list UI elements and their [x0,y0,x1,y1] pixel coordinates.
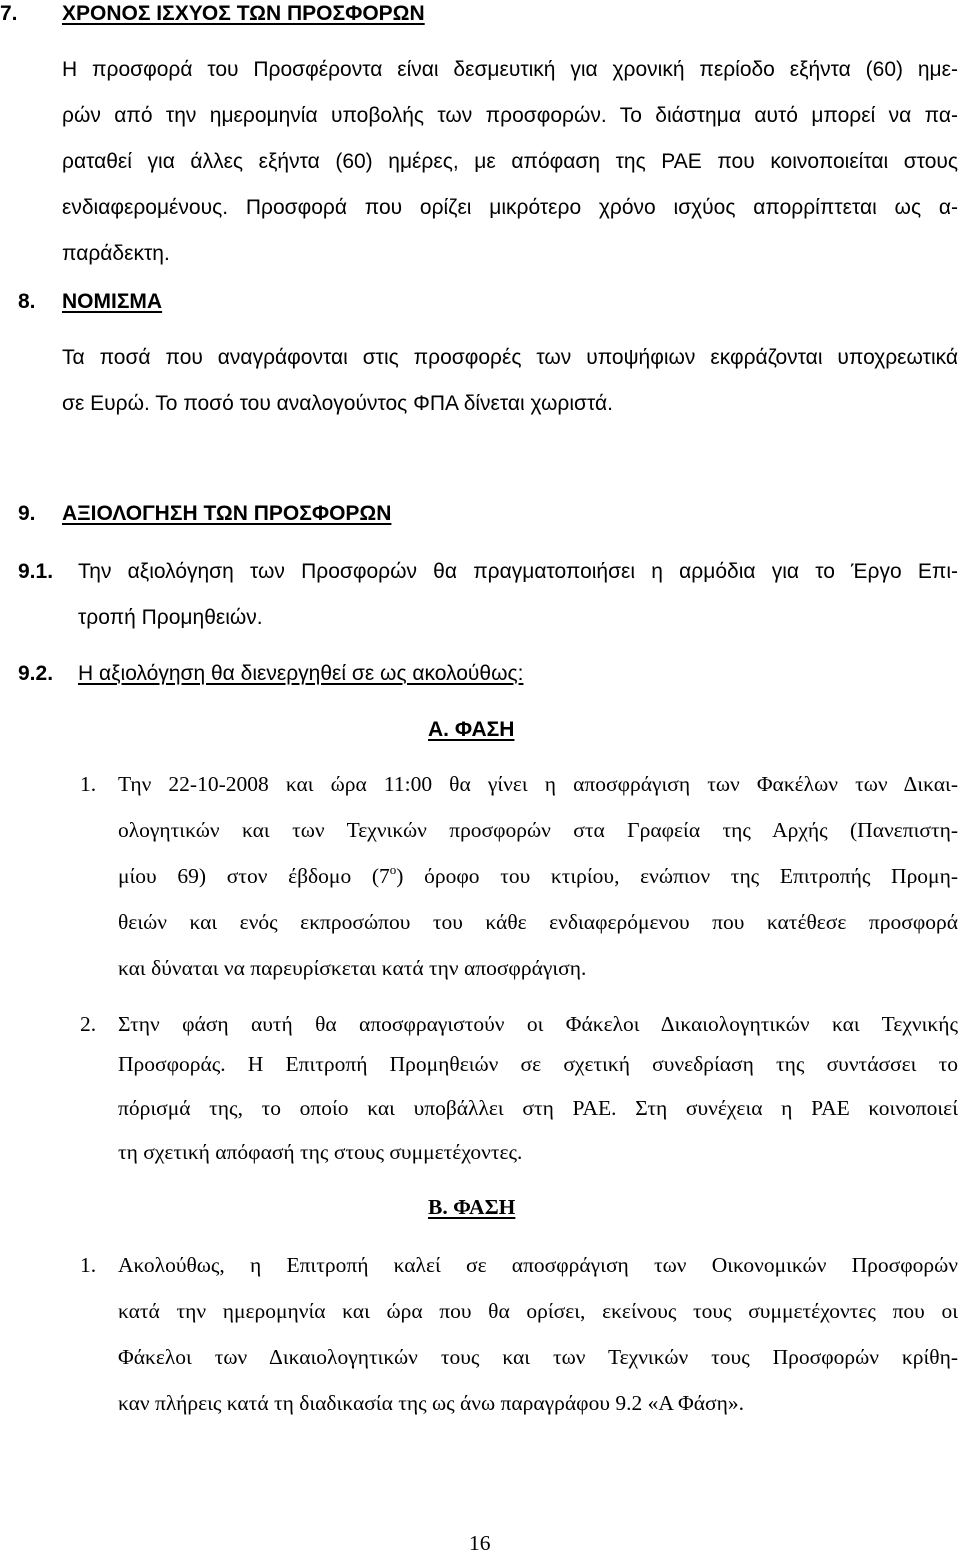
section-9-1-number: 9.1. [18,560,54,583]
section-9-1-line-1: Την αξιολόγηση των Προσφορών θα πραγματοποιήσει η αρμόδια για το Έργο Επι- [78,560,958,583]
section-9-title: ΑΞΙΟΛΟΓΗΣΗ ΤΩΝ ΠΡΟΣΦΟΡΩΝ [62,502,392,525]
phase-a-item-2-line-1: Στην φάση αυτή θα αποσφραγιστούν οι Φάκελοι Δικαιολογητικών και Τεχνικής [118,1012,958,1036]
phase-a-heading: Α. ΦΑΣΗ [428,718,515,741]
phase-a-item-2-number: 2. [80,1012,97,1036]
phase-a-item-1-line-4: θειών και ενός εκπροσώπου του κάθε ενδιαφερόμενου που κατέθεσε προσφορά [118,910,958,934]
section-7-line-2: ρών από την ημερομηνία υποβολής των προσφορών. Το διάστημα αυτό μπορεί να πα- [62,104,958,127]
section-9-1-line-2: τροπή Προμηθειών. [78,606,263,629]
section-8-title: ΝΟΜΙΣΜΑ [62,290,163,313]
phase-b-item-1-line-4: καν πλήρεις κατά τη διαδικασία της ως άνω παραγράφου 9.2 «Α Φάση». [118,1391,744,1415]
section-7-line-1: Η προσφορά του Προσφέροντα είναι δεσμευτική για χρονική περίοδο εξήντα (60) ημε- [62,58,958,81]
phase-a-item-1-number: 1. [80,772,97,796]
section-8-line-2: σε Ευρώ. Το ποσό του αναλογούντος ΦΠΑ δίνεται χωριστά. [62,392,613,415]
section-7-line-5: παράδεκτη. [62,242,170,265]
section-7-number: 7. [0,2,18,25]
section-9-number: 9. [18,502,36,525]
section-7-title: ΧΡΟΝΟΣ ΙΣΧΥΟΣ ΤΩΝ ΠΡΟΣΦΟΡΩΝ [62,2,425,25]
phase-a-item-2-line-3: πόρισμά της, το οποίο και υποβάλλει στη ΡΑΕ. Στη συνέχεια η ΡΑΕ κοινοποιεί [118,1096,958,1120]
phase-a-item-1-line-3 [118,863,958,889]
phase-b-item-1-line-1: Ακολούθως, η Επιτροπή καλεί σε αποσφράγιση των Οικονομικών Προσφορών [118,1253,958,1277]
phase-a-item-1-line-2: ολογητικών και των Τεχνικών προσφορών στα Γραφεία της Αρχής (Πανεπιστη- [118,818,958,842]
phase-b-item-1-line-3: Φάκελοι των Δικαιολογητικών τους και των Τεχνικών τους Προσφορών κρίθη- [118,1345,958,1369]
section-9-2-text: Η αξιολόγηση θα διενεργηθεί σε ως ακολούθως: [78,662,524,685]
section-8-number: 8. [18,290,36,313]
page-number: 16 [469,1531,491,1555]
phase-a-item-1-line-5: και δύναται να παρευρίσκεται κατά την αποσφράγιση. [118,956,587,980]
phase-b-item-1-line-2: κατά την ημερομηνία και ώρα που θα ορίσει, εκείνους τους συμμετέχοντες που οι [118,1299,958,1323]
phase-b-item-1-number: 1. [80,1253,97,1277]
phase-a-item-1-line-3-start: μίου 69) στον έβδομο (7 [118,864,390,888]
phase-a-item-2-line-4: τη σχετική απόφασή της στους συμμετέχοντες. [118,1140,523,1164]
section-7-line-3: ραταθεί για άλλες εξήντα (60) ημέρες, με απόφαση της ΡΑΕ που κοινοποιείται στους [62,150,958,173]
phase-a-item-1-line-3-end: ) όροφο του κτιρίου, ενώπιον της Επιτροπής Προμη- [396,864,958,888]
section-7-line-4: ενδιαφερομένους. Προσφορά που ορίζει μικρότερο χρόνο ισχύος απορρίπτεται ως α- [62,196,958,219]
phase-a-item-2-line-2: Προσφοράς. Η Επιτροπή Προμηθειών σε σχετική συνεδρίαση της συντάσσει το [118,1052,958,1076]
section-9-2-number: 9.2. [18,662,54,685]
phase-b-heading: Β. ΦΑΣΗ [428,1195,516,1219]
ordinal-superscript: ο [389,862,397,877]
section-8-line-1: Τα ποσά που αναγράφονται στις προσφορές των υποψήφιων εκφράζονται υποχρεωτικά [62,346,958,369]
phase-a-item-1-line-1: Την 22-10-2008 και ώρα 11:00 θα γίνει η αποσφράγιση των Φακέλων των Δικαι- [118,772,958,796]
